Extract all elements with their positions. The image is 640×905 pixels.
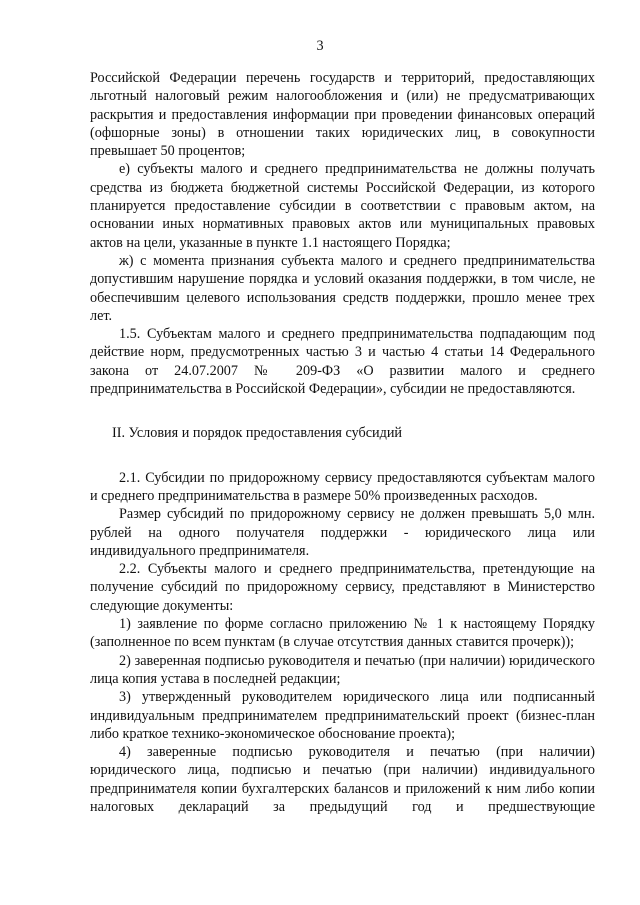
list-item-2: 2) заверенная подписью руководителя и печатью (при наличии) юридического лица копия устава в последней редакции; [90,652,595,687]
paragraph-item-zh: ж) с момента признания субъекта малого и среднего предпринимательства допустившим нарушение порядка и условий оказания поддержки, в том числе, не обеспечившим целевого использования средств поддержки, прошло менее трех лет. [90,252,595,324]
document-body [90,69,595,816]
heading-spacer [90,443,595,469]
page-number: 3 [316,38,324,54]
paragraph-subsidy-size: Размер субсидий по придорожному сервису не должен превышать 5,0 млн. рублей на одного получателя поддержки - юридического лица или индивидуального предпринимателя. [90,506,595,559]
paragraph-2-1: 2.1. Субсидии по придорожному сервису предоставляются субъектам малого и среднего предпринимательства в размере 50% произведенных расходов. [90,469,595,504]
section-heading: II. Условия и порядок предоставления субсидий [112,425,403,442]
list-item-3: 3) утвержденный руководителем юридического лица или подписанный индивидуальным предпринимателем предпринимательский проект (бизнес-план либо краткое технико-экономическое обоснование проекта); [90,689,595,742]
paragraph-offshore-continuation: Российской Федерации перечень государств и территорий, предоставляющих льготный налоговый режим налогообложения и (или) не предусматривающих раскрытия и предоставления информации при проведении финансовых операций (офшорные зоны) в отношении таких юридических лиц, в совокупности превышает 50 процентов; [90,70,595,160]
paragraph-1-5: 1.5. Субъектам малого и среднего предпринимательства подпадающим под действие норм, предусмотренных частью 3 и частью 4 статьи 14 Федерального закона от 24.07.2007 № 209-ФЗ «О развитии малого и среднего предпринимательства в Российской Федерации», субсидии не предоставляются. [90,326,595,398]
list-item-1: 1) заявление по форме согласно приложению № 1 к настоящему Порядку (заполненное по всем пунктам (в случае отсутствия данных ставится прочерк)); [90,616,595,651]
list-item-4: 4) заверенные подписью руководителя и печатью (при наличии) юридического лица, подписью и печатью (при наличии) индивидуального предпринимателя копии бухгалтерских балансов и приложений к ним либо копии налоговых деклараций за предыдущий год и предшествующие [90,744,595,815]
paragraph-2-2: 2.2. Субъекты малого и среднего предпринимательства, претендующие на получение субсидий по придорожному сервису, представляют в Министерство следующие документы: [90,561,595,614]
paragraph-item-e: е) субъекты малого и среднего предпринимательства не должны получать средства из бюджета бюджетной системы Российской Федерации, из которого планируется предоставление субсидии в соответствии с правовым актом, на основании иных нормативных правовых актов или муниципальных правовых актов на цели, указанные в пункте 1.1 настоящего Порядка; [90,161,595,251]
